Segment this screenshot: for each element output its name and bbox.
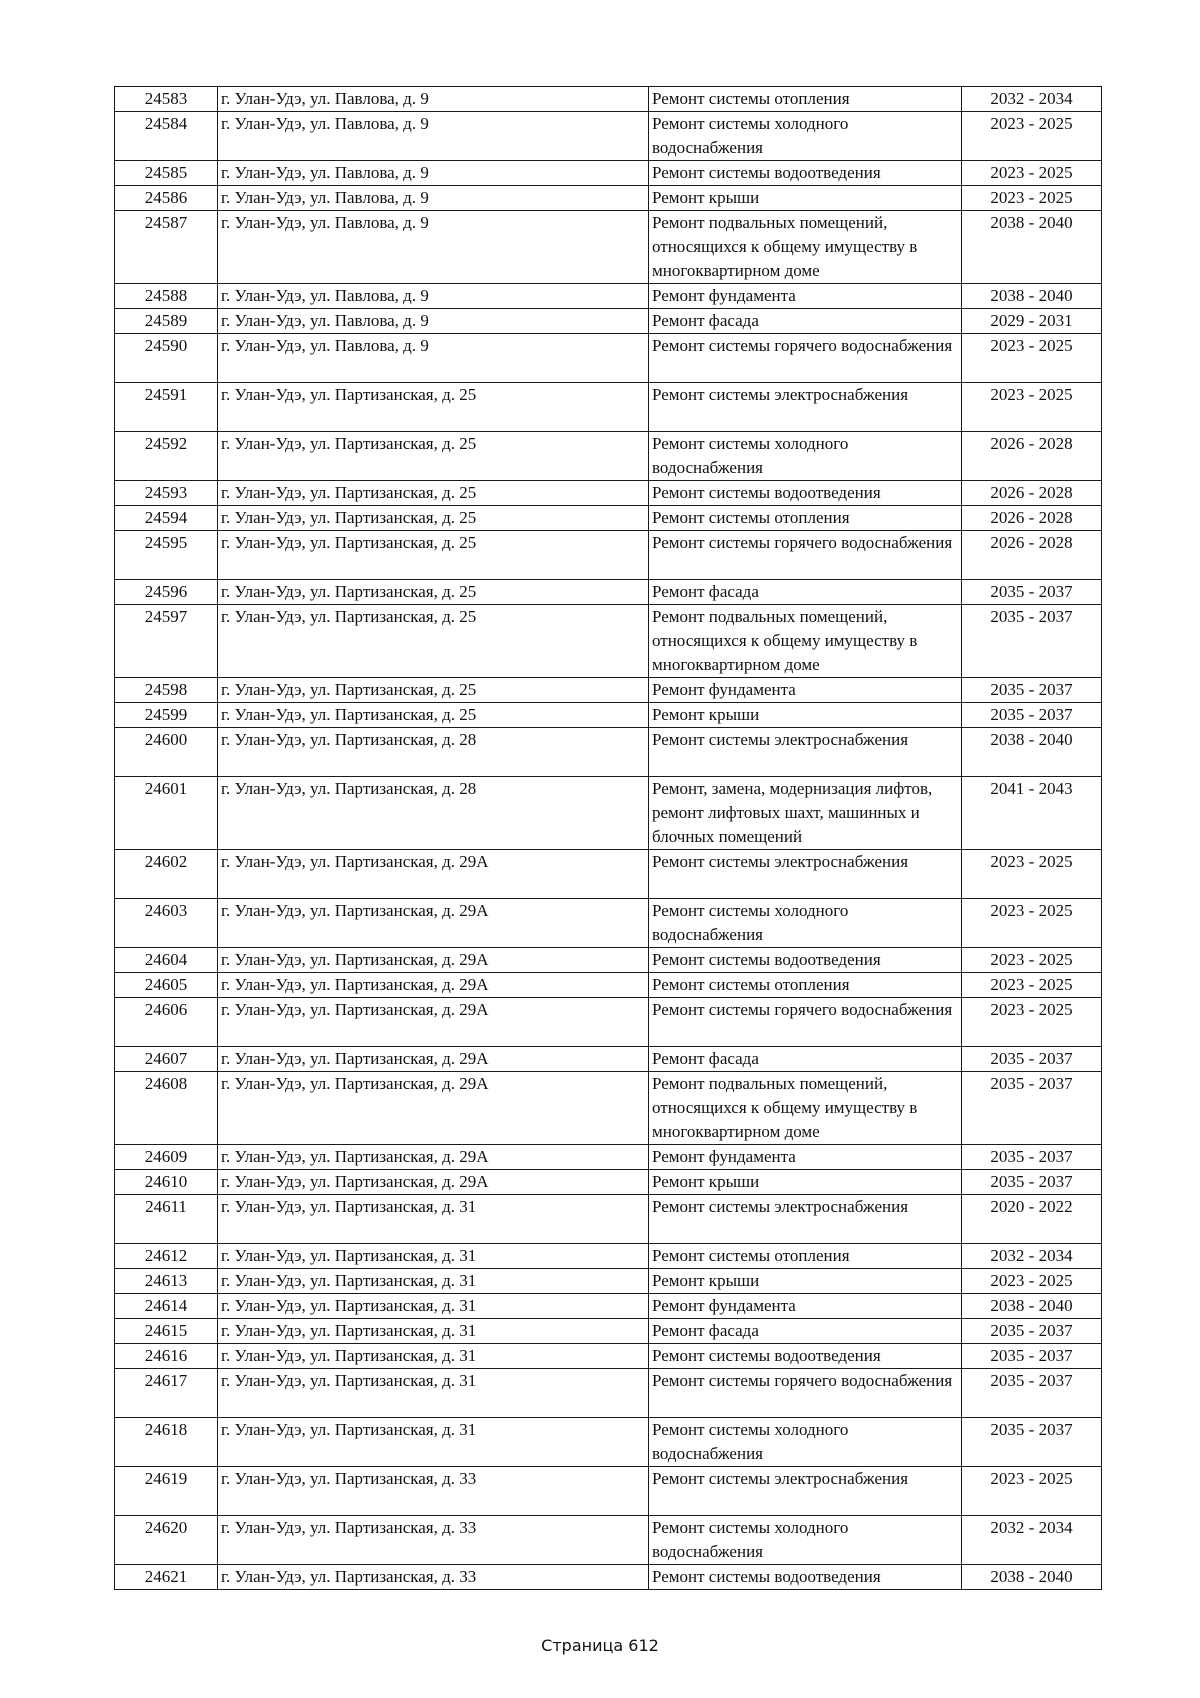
table-row — [115, 1319, 1102, 1344]
table-row — [115, 1418, 1102, 1467]
work-type-cell: Ремонт крыши — [649, 1269, 962, 1294]
period-cell: 2038 - 2040 — [962, 284, 1102, 309]
period-cell: 2035 - 2037 — [962, 1319, 1102, 1344]
address-cell: г. Улан-Удэ, ул. Партизанская, д. 25 — [218, 432, 649, 481]
work-type-cell: Ремонт фасада — [649, 1319, 962, 1344]
row-id-cell: 24610 — [115, 1170, 218, 1195]
table-row — [115, 506, 1102, 531]
row-id-cell: 24588 — [115, 284, 218, 309]
row-id-cell: 24607 — [115, 1047, 218, 1072]
address-cell: г. Улан-Удэ, ул. Партизанская, д. 25 — [218, 605, 649, 678]
row-id-cell: 24592 — [115, 432, 218, 481]
period-cell: 2023 - 2025 — [962, 186, 1102, 211]
address-cell: г. Улан-Удэ, ул. Партизанская, д. 28 — [218, 728, 649, 777]
address-cell: г. Улан-Удэ, ул. Партизанская, д. 29А — [218, 1047, 649, 1072]
work-type-cell: Ремонт системы горячего водоснабжения — [649, 531, 962, 580]
period-cell: 2035 - 2037 — [962, 605, 1102, 678]
period-cell: 2026 - 2028 — [962, 432, 1102, 481]
row-id-cell: 24598 — [115, 678, 218, 703]
work-type-cell: Ремонт системы электроснабжения — [649, 1467, 962, 1516]
table-row — [115, 87, 1102, 112]
table-row — [115, 899, 1102, 948]
period-cell: 2023 - 2025 — [962, 161, 1102, 186]
table-row — [115, 112, 1102, 161]
row-id-cell: 24606 — [115, 998, 218, 1047]
work-type-cell: Ремонт фундамента — [649, 284, 962, 309]
period-cell: 2035 - 2037 — [962, 1369, 1102, 1418]
table-row — [115, 1294, 1102, 1319]
work-type-cell: Ремонт системы водоотведения — [649, 481, 962, 506]
address-cell: г. Улан-Удэ, ул. Партизанская, д. 29А — [218, 1170, 649, 1195]
work-type-cell: Ремонт системы электроснабжения — [649, 1195, 962, 1244]
table-row — [115, 309, 1102, 334]
period-cell: 2035 - 2037 — [962, 1145, 1102, 1170]
period-cell: 2029 - 2031 — [962, 309, 1102, 334]
row-id-cell: 24620 — [115, 1516, 218, 1565]
table-row — [115, 1467, 1102, 1516]
row-id-cell: 24621 — [115, 1565, 218, 1590]
table-row — [115, 1244, 1102, 1269]
row-id-cell: 24597 — [115, 605, 218, 678]
row-id-cell: 24594 — [115, 506, 218, 531]
row-id-cell: 24587 — [115, 211, 218, 284]
work-type-cell: Ремонт системы электроснабжения — [649, 383, 962, 432]
work-type-cell: Ремонт фасада — [649, 309, 962, 334]
address-cell: г. Улан-Удэ, ул. Партизанская, д. 33 — [218, 1516, 649, 1565]
table-row — [115, 777, 1102, 850]
work-type-cell: Ремонт системы отопления — [649, 87, 962, 112]
address-cell: г. Улан-Удэ, ул. Партизанская, д. 31 — [218, 1195, 649, 1244]
period-cell: 2026 - 2028 — [962, 481, 1102, 506]
period-cell: 2035 - 2037 — [962, 1418, 1102, 1467]
period-cell: 2023 - 2025 — [962, 899, 1102, 948]
table-row — [115, 605, 1102, 678]
work-type-cell: Ремонт системы отопления — [649, 1244, 962, 1269]
address-cell: г. Улан-Удэ, ул. Партизанская, д. 29А — [218, 948, 649, 973]
address-cell: г. Улан-Удэ, ул. Партизанская, д. 25 — [218, 580, 649, 605]
address-cell: г. Улан-Удэ, ул. Партизанская, д. 29А — [218, 850, 649, 899]
address-cell: г. Улан-Удэ, ул. Партизанская, д. 28 — [218, 777, 649, 850]
work-type-cell: Ремонт системы холодного водоснабжения — [649, 112, 962, 161]
table-row — [115, 1145, 1102, 1170]
work-type-cell: Ремонт системы отопления — [649, 506, 962, 531]
work-type-cell: Ремонт системы электроснабжения — [649, 850, 962, 899]
row-id-cell: 24595 — [115, 531, 218, 580]
row-id-cell: 24590 — [115, 334, 218, 383]
work-type-cell: Ремонт системы водоотведения — [649, 948, 962, 973]
table-row — [115, 186, 1102, 211]
table-row — [115, 383, 1102, 432]
period-cell: 2035 - 2037 — [962, 1170, 1102, 1195]
work-type-cell: Ремонт системы водоотведения — [649, 161, 962, 186]
schedule-table-container — [114, 86, 1102, 1590]
address-cell: г. Улан-Удэ, ул. Партизанская, д. 25 — [218, 481, 649, 506]
work-type-cell: Ремонт фундамента — [649, 1145, 962, 1170]
row-id-cell: 24585 — [115, 161, 218, 186]
table-row — [115, 580, 1102, 605]
row-id-cell: 24613 — [115, 1269, 218, 1294]
period-cell: 2038 - 2040 — [962, 728, 1102, 777]
work-type-cell: Ремонт фундамента — [649, 678, 962, 703]
table-row — [115, 703, 1102, 728]
row-id-cell: 24586 — [115, 186, 218, 211]
row-id-cell: 24600 — [115, 728, 218, 777]
address-cell: г. Улан-Удэ, ул. Партизанская, д. 25 — [218, 531, 649, 580]
address-cell: г. Улан-Удэ, ул. Павлова, д. 9 — [218, 112, 649, 161]
work-type-cell: Ремонт подвальных помещений, относящихся к общему имуществу в многоквартирном доме — [649, 211, 962, 284]
address-cell: г. Улан-Удэ, ул. Партизанская, д. 25 — [218, 678, 649, 703]
period-cell: 2023 - 2025 — [962, 948, 1102, 973]
address-cell: г. Улан-Удэ, ул. Партизанская, д. 25 — [218, 506, 649, 531]
work-type-cell: Ремонт системы холодного водоснабжения — [649, 899, 962, 948]
table-row — [115, 1516, 1102, 1565]
address-cell: г. Улан-Удэ, ул. Партизанская, д. 29А — [218, 998, 649, 1047]
table-row — [115, 678, 1102, 703]
work-type-cell: Ремонт системы водоотведения — [649, 1565, 962, 1590]
period-cell: 2026 - 2028 — [962, 531, 1102, 580]
address-cell: г. Улан-Удэ, ул. Партизанская, д. 33 — [218, 1467, 649, 1516]
table-row — [115, 284, 1102, 309]
row-id-cell: 24615 — [115, 1319, 218, 1344]
address-cell: г. Улан-Удэ, ул. Партизанская, д. 31 — [218, 1244, 649, 1269]
row-id-cell: 24599 — [115, 703, 218, 728]
period-cell: 2035 - 2037 — [962, 1344, 1102, 1369]
table-row — [115, 432, 1102, 481]
address-cell: г. Улан-Удэ, ул. Павлова, д. 9 — [218, 87, 649, 112]
address-cell: г. Улан-Удэ, ул. Партизанская, д. 31 — [218, 1319, 649, 1344]
work-type-cell: Ремонт системы горячего водоснабжения — [649, 998, 962, 1047]
table-body — [115, 87, 1102, 1590]
table-row — [115, 1269, 1102, 1294]
period-cell: 2023 - 2025 — [962, 1269, 1102, 1294]
address-cell: г. Улан-Удэ, ул. Партизанская, д. 31 — [218, 1269, 649, 1294]
period-cell: 2023 - 2025 — [962, 334, 1102, 383]
table-row — [115, 1344, 1102, 1369]
address-cell: г. Улан-Удэ, ул. Партизанская, д. 31 — [218, 1294, 649, 1319]
period-cell: 2032 - 2034 — [962, 87, 1102, 112]
row-id-cell: 24612 — [115, 1244, 218, 1269]
row-id-cell: 24617 — [115, 1369, 218, 1418]
row-id-cell: 24591 — [115, 383, 218, 432]
address-cell: г. Улан-Удэ, ул. Павлова, д. 9 — [218, 309, 649, 334]
work-type-cell: Ремонт системы горячего водоснабжения — [649, 334, 962, 383]
row-id-cell: 24603 — [115, 899, 218, 948]
address-cell: г. Улан-Удэ, ул. Партизанская, д. 29А — [218, 1145, 649, 1170]
table-row — [115, 1047, 1102, 1072]
row-id-cell: 24609 — [115, 1145, 218, 1170]
work-type-cell: Ремонт крыши — [649, 1170, 962, 1195]
page-number: Страница 612 — [541, 1636, 659, 1655]
period-cell: 2023 - 2025 — [962, 998, 1102, 1047]
table-row — [115, 850, 1102, 899]
work-type-cell: Ремонт фасада — [649, 1047, 962, 1072]
row-id-cell: 24593 — [115, 481, 218, 506]
address-cell: г. Улан-Удэ, ул. Партизанская, д. 31 — [218, 1418, 649, 1467]
period-cell: 2035 - 2037 — [962, 1072, 1102, 1145]
period-cell: 2038 - 2040 — [962, 1294, 1102, 1319]
work-type-cell: Ремонт системы водоотведения — [649, 1344, 962, 1369]
address-cell: г. Улан-Удэ, ул. Павлова, д. 9 — [218, 211, 649, 284]
period-cell: 2035 - 2037 — [962, 1047, 1102, 1072]
work-type-cell: Ремонт системы горячего водоснабжения — [649, 1369, 962, 1418]
row-id-cell: 24618 — [115, 1418, 218, 1467]
period-cell: 2026 - 2028 — [962, 506, 1102, 531]
work-type-cell: Ремонт крыши — [649, 703, 962, 728]
period-cell: 2023 - 2025 — [962, 383, 1102, 432]
work-type-cell: Ремонт подвальных помещений, относящихся к общему имуществу в многоквартирном доме — [649, 605, 962, 678]
address-cell: г. Улан-Удэ, ул. Павлова, д. 9 — [218, 161, 649, 186]
repair-schedule-table — [114, 86, 1102, 1590]
work-type-cell: Ремонт системы холодного водоснабжения — [649, 432, 962, 481]
period-cell: 2035 - 2037 — [962, 703, 1102, 728]
address-cell: г. Улан-Удэ, ул. Партизанская, д. 31 — [218, 1344, 649, 1369]
row-id-cell: 24608 — [115, 1072, 218, 1145]
period-cell: 2041 - 2043 — [962, 777, 1102, 850]
work-type-cell: Ремонт фасада — [649, 580, 962, 605]
address-cell: г. Улан-Удэ, ул. Партизанская, д. 25 — [218, 703, 649, 728]
address-cell: г. Улан-Удэ, ул. Партизанская, д. 31 — [218, 1369, 649, 1418]
row-id-cell: 24614 — [115, 1294, 218, 1319]
period-cell: 2035 - 2037 — [962, 678, 1102, 703]
address-cell: г. Улан-Удэ, ул. Павлова, д. 9 — [218, 284, 649, 309]
work-type-cell: Ремонт системы холодного водоснабжения — [649, 1516, 962, 1565]
work-type-cell: Ремонт, замена, модернизация лифтов, ремонт лифтовых шахт, машинных и блочных помещений — [649, 777, 962, 850]
address-cell: г. Улан-Удэ, ул. Партизанская, д. 29А — [218, 973, 649, 998]
address-cell: г. Улан-Удэ, ул. Павлова, д. 9 — [218, 334, 649, 383]
period-cell: 2038 - 2040 — [962, 1565, 1102, 1590]
row-id-cell: 24589 — [115, 309, 218, 334]
work-type-cell: Ремонт подвальных помещений, относящихся к общему имуществу в многоквартирном доме — [649, 1072, 962, 1145]
table-row — [115, 161, 1102, 186]
period-cell: 2023 - 2025 — [962, 850, 1102, 899]
period-cell: 2032 - 2034 — [962, 1516, 1102, 1565]
address-cell: г. Улан-Удэ, ул. Партизанская, д. 29А — [218, 1072, 649, 1145]
table-row — [115, 1195, 1102, 1244]
work-type-cell: Ремонт системы холодного водоснабжения — [649, 1418, 962, 1467]
table-row — [115, 481, 1102, 506]
period-cell: 2032 - 2034 — [962, 1244, 1102, 1269]
table-row — [115, 998, 1102, 1047]
table-row — [115, 948, 1102, 973]
table-row — [115, 1072, 1102, 1145]
address-cell: г. Улан-Удэ, ул. Партизанская, д. 25 — [218, 383, 649, 432]
row-id-cell: 24604 — [115, 948, 218, 973]
period-cell: 2023 - 2025 — [962, 112, 1102, 161]
row-id-cell: 24584 — [115, 112, 218, 161]
table-row — [115, 1170, 1102, 1195]
work-type-cell: Ремонт системы электроснабжения — [649, 728, 962, 777]
work-type-cell: Ремонт фундамента — [649, 1294, 962, 1319]
table-row — [115, 334, 1102, 383]
address-cell: г. Улан-Удэ, ул. Павлова, д. 9 — [218, 186, 649, 211]
table-row — [115, 531, 1102, 580]
row-id-cell: 24619 — [115, 1467, 218, 1516]
row-id-cell: 24605 — [115, 973, 218, 998]
period-cell: 2023 - 2025 — [962, 1467, 1102, 1516]
row-id-cell: 24596 — [115, 580, 218, 605]
table-row — [115, 1565, 1102, 1590]
table-row — [115, 1369, 1102, 1418]
work-type-cell: Ремонт системы отопления — [649, 973, 962, 998]
row-id-cell: 24583 — [115, 87, 218, 112]
work-type-cell: Ремонт крыши — [649, 186, 962, 211]
table-row — [115, 973, 1102, 998]
row-id-cell: 24616 — [115, 1344, 218, 1369]
table-row — [115, 728, 1102, 777]
row-id-cell: 24611 — [115, 1195, 218, 1244]
row-id-cell: 24601 — [115, 777, 218, 850]
address-cell: г. Улан-Удэ, ул. Партизанская, д. 29А — [218, 899, 649, 948]
period-cell: 2023 - 2025 — [962, 973, 1102, 998]
table-row — [115, 211, 1102, 284]
period-cell: 2038 - 2040 — [962, 211, 1102, 284]
period-cell: 2035 - 2037 — [962, 580, 1102, 605]
period-cell: 2020 - 2022 — [962, 1195, 1102, 1244]
address-cell: г. Улан-Удэ, ул. Партизанская, д. 33 — [218, 1565, 649, 1590]
row-id-cell: 24602 — [115, 850, 218, 899]
